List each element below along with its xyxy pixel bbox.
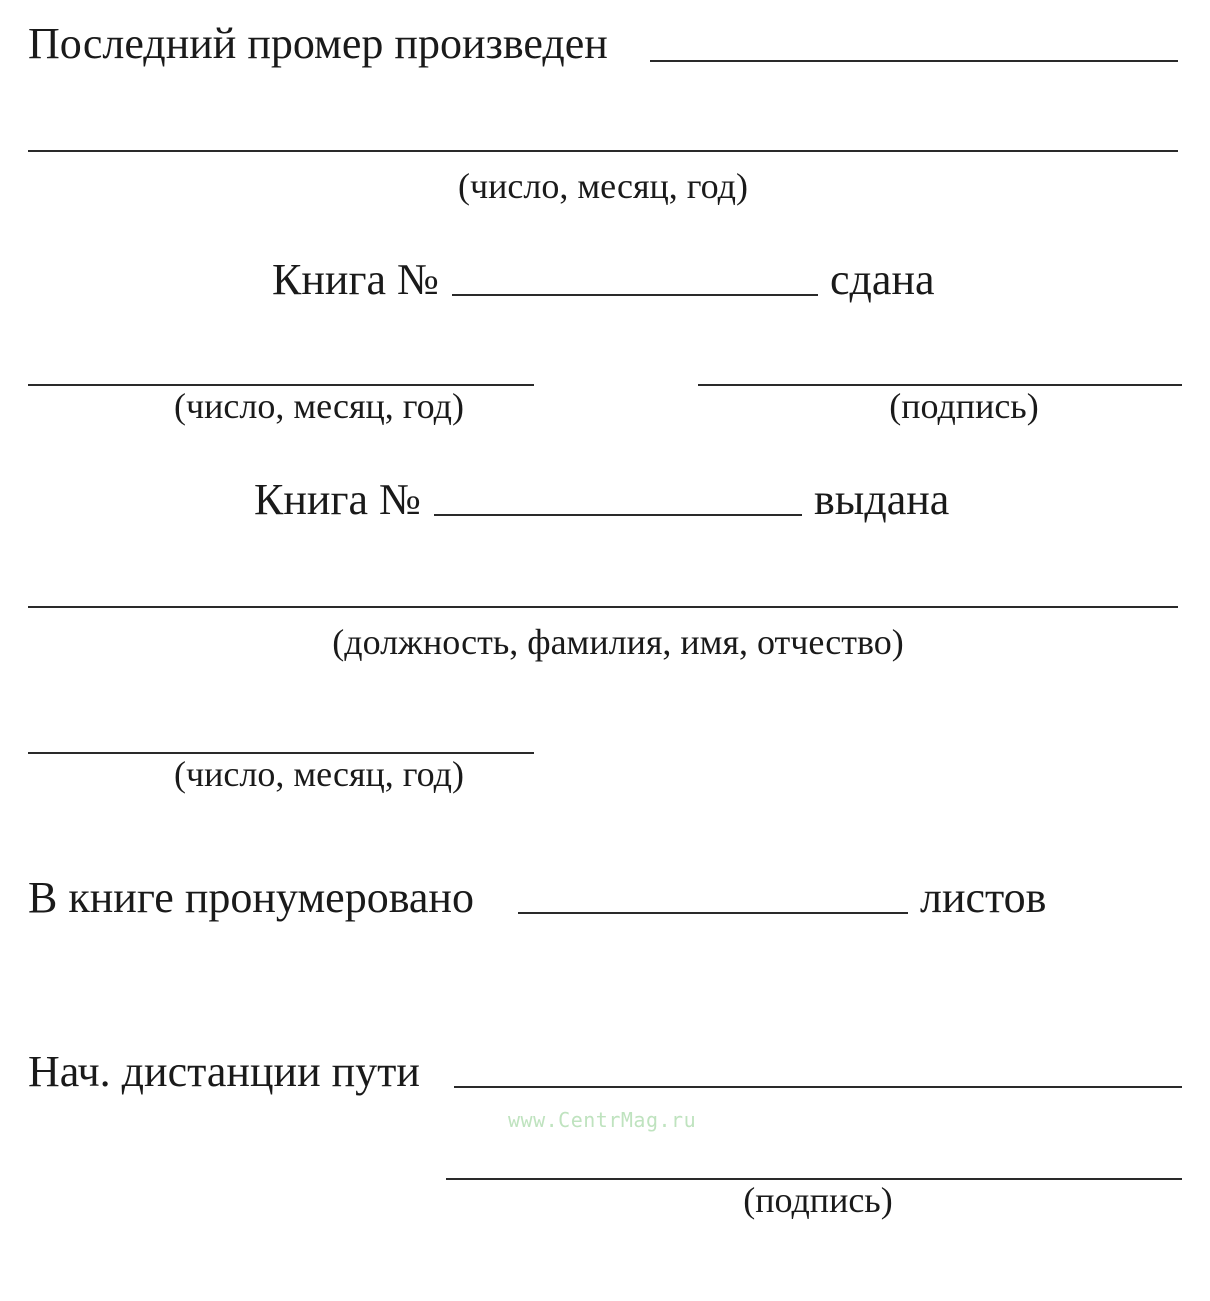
last-measure-label: Последний промер произведен	[28, 19, 608, 68]
last-measure-field-line[interactable]	[650, 60, 1178, 62]
book-label-2: Книга №	[254, 475, 421, 524]
date-caption-1: (число, месяц, год)	[458, 166, 748, 206]
book-label-1: Книга №	[272, 255, 439, 304]
chief-name-line[interactable]	[454, 1086, 1182, 1088]
numbered-label: В книге пронумеровано	[28, 873, 474, 922]
position-caption: (должность, фамилия, имя, отчество)	[332, 622, 904, 662]
chief-label: Нач. дистанции пути	[28, 1047, 420, 1096]
sheets-label: листов	[920, 873, 1047, 922]
last-measure-date-line[interactable]	[28, 150, 1178, 152]
signature-caption-1: (подпись)	[889, 386, 1039, 426]
book-number-line-1[interactable]	[452, 294, 818, 296]
date-caption-3: (число, месяц, год)	[174, 754, 464, 794]
book-status-issued: выдана	[814, 475, 950, 524]
recipient-line[interactable]	[28, 606, 1178, 608]
book-number-line-2[interactable]	[434, 514, 802, 516]
signature-caption-2: (подпись)	[743, 1180, 893, 1220]
book-status-submitted: сдана	[830, 255, 935, 304]
sheets-count-line[interactable]	[518, 912, 908, 914]
date-caption-2: (число, месяц, год)	[174, 386, 464, 426]
watermark-text: www.CentrMag.ru	[508, 1108, 697, 1132]
